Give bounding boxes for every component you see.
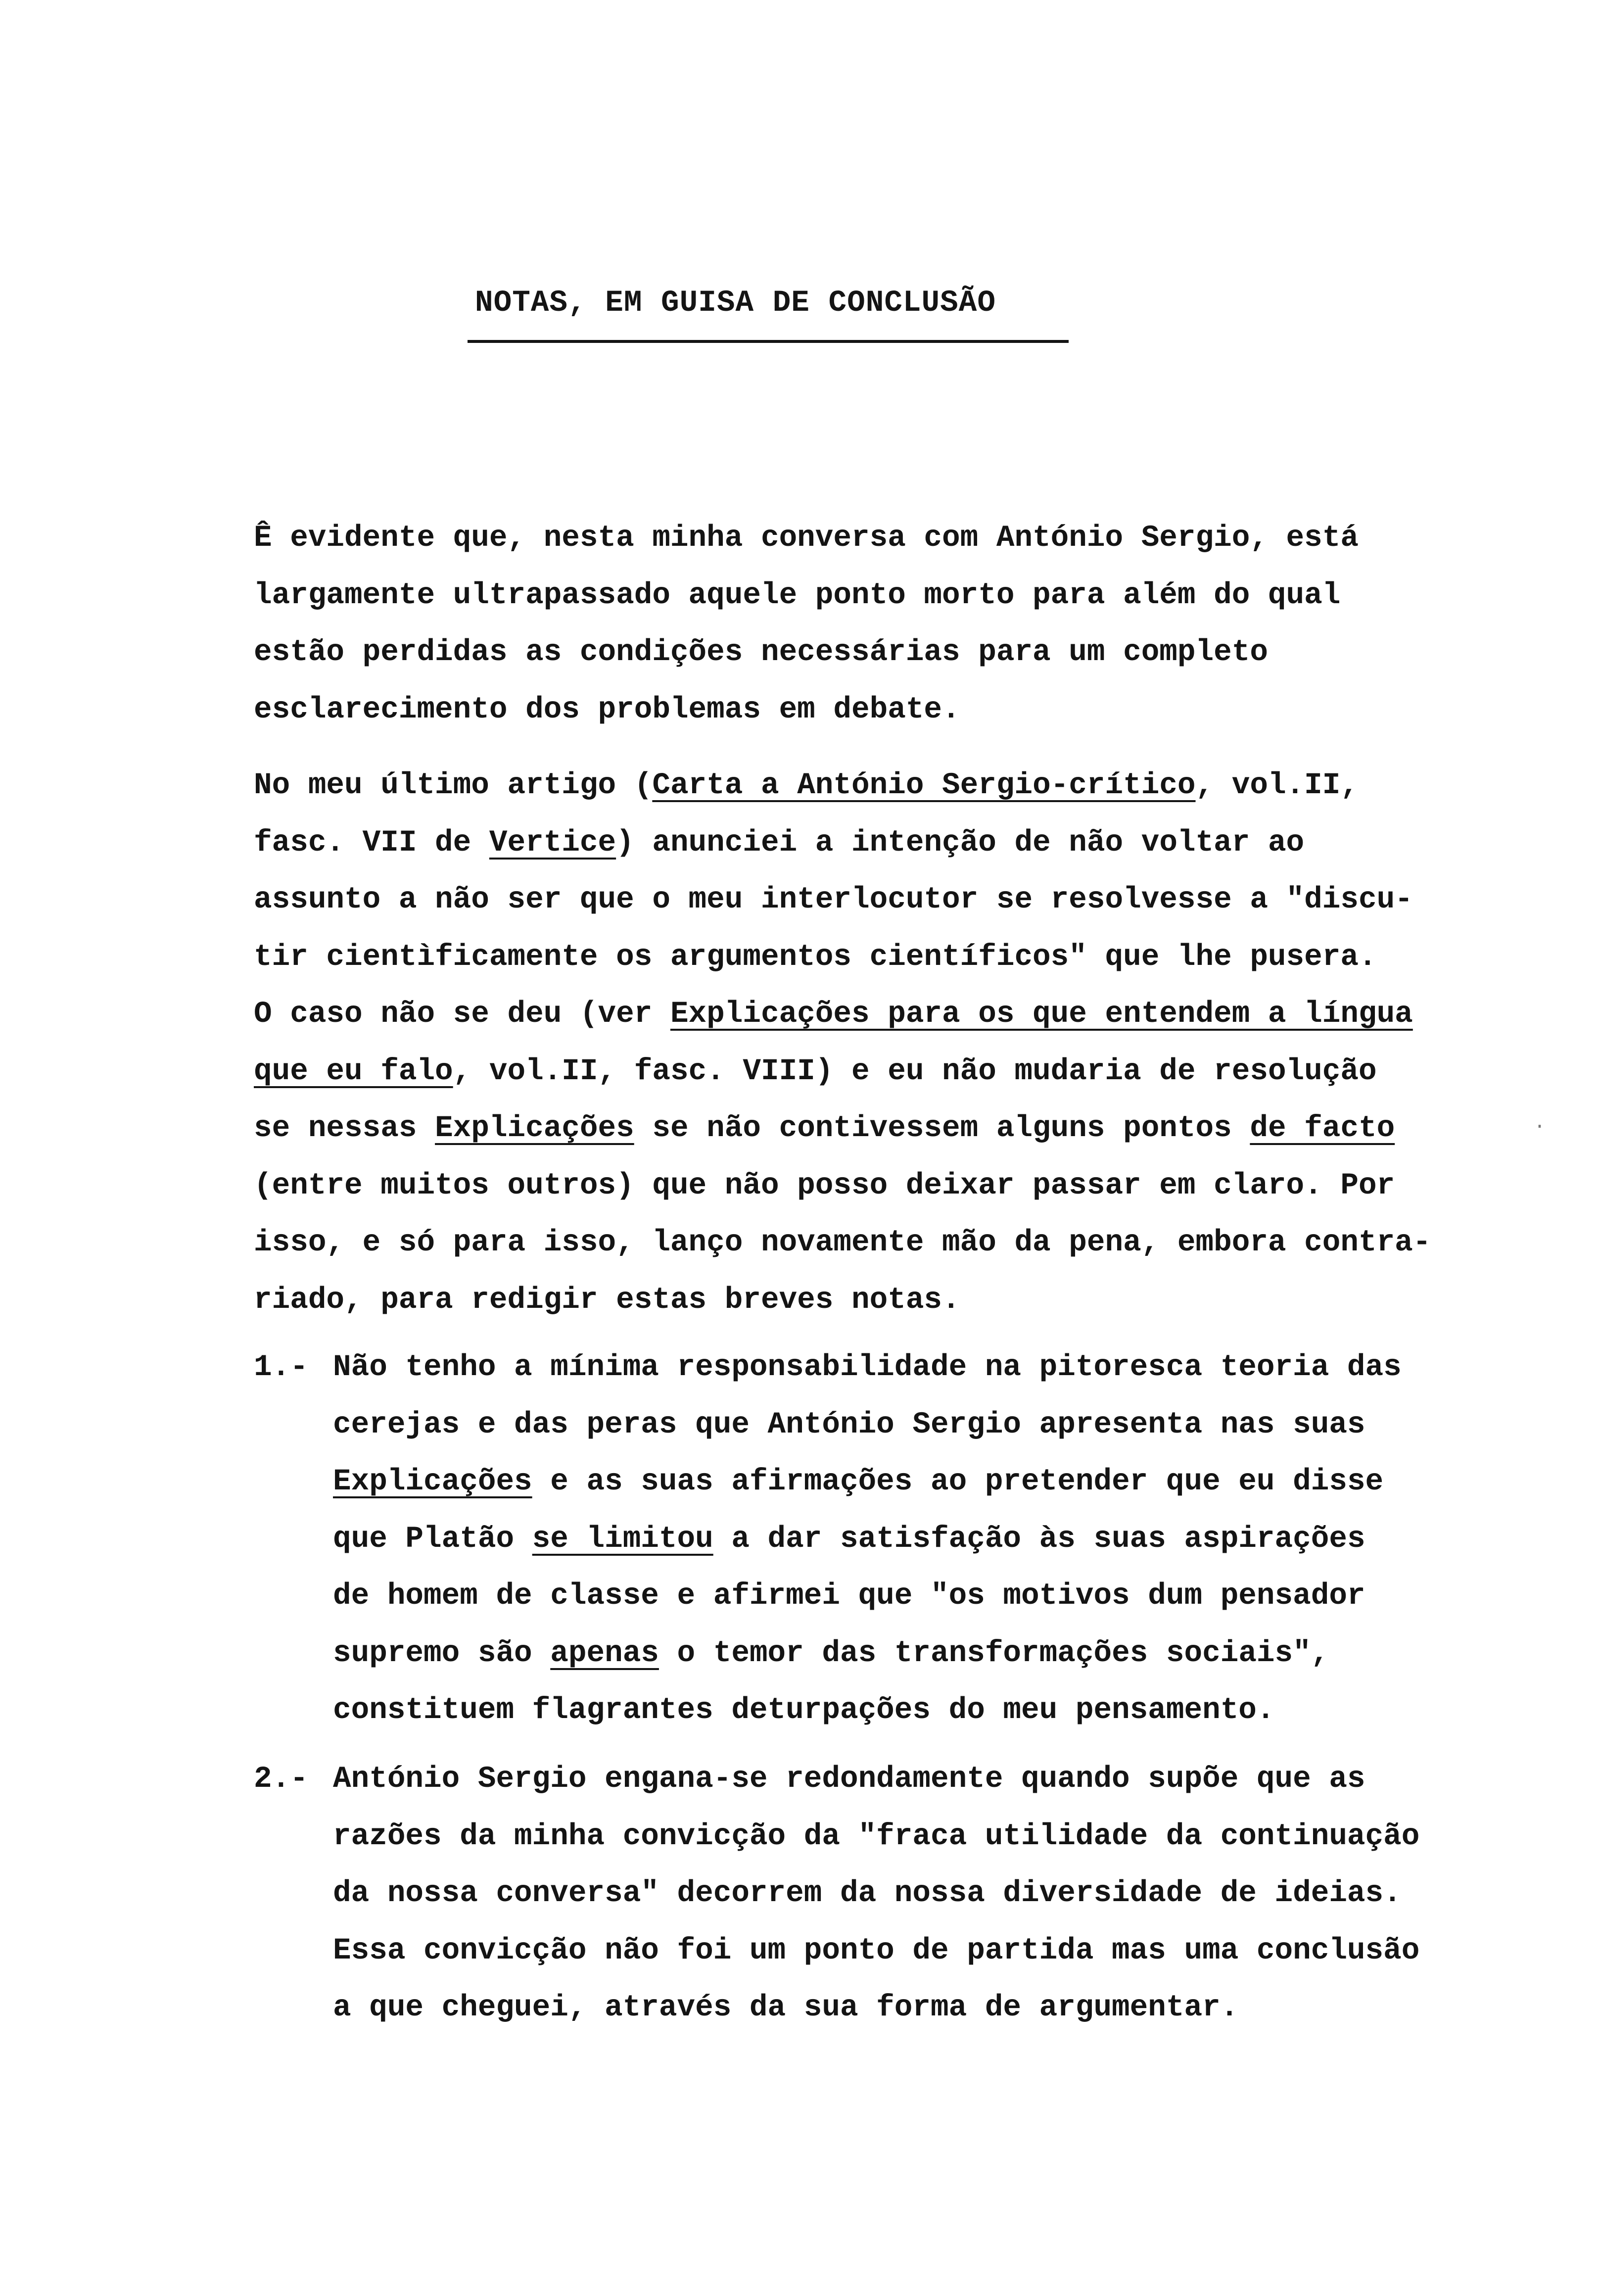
text-run: fasc. VII de: [254, 825, 489, 860]
item-number: 2.-: [254, 1762, 308, 1796]
text-line: assunto a não ser que o meu interlocutor se resolvesse a "discu-: [254, 883, 1413, 917]
text-run: No meu último artigo (: [254, 768, 653, 803]
underlined-title: Vertice: [489, 825, 616, 860]
text-run: O caso não se deu (ver: [254, 997, 670, 1031]
text-line: [254, 1751, 1599, 1808]
text-run: o temor das transformações sociais",: [658, 1636, 1329, 1671]
numbered-item-2: [254, 1751, 1599, 2037]
text-line: riado, para redigir estas breves notas.: [254, 1283, 960, 1317]
text-line: Essa convicção não foi um ponto de partida mas uma conclusão: [333, 1933, 1420, 1968]
underlined-title: Explicações: [333, 1465, 532, 1499]
text-line: estão perdidas as condições necessárias para um completo: [254, 635, 1268, 670]
paragraph-2: [254, 757, 1565, 1329]
text-line: constituem flagrantes deturpações do meu pensamento.: [333, 1693, 1275, 1727]
text-run: se nessas: [254, 1111, 435, 1146]
text-line: [254, 1100, 1565, 1157]
text-line: Ê evidente que, nesta minha conversa com António Sergio, está: [254, 521, 1359, 555]
item-number: 1.-: [254, 1350, 308, 1385]
text-line: a que cheguei, através da sua forma de argumentar.: [333, 1991, 1239, 2025]
text-line: [333, 1511, 1599, 1568]
page-title: NOTAS, EM GUISA DE CONCLUSÃO: [475, 286, 996, 320]
text-line: esclarecimento dos problemas em debate.: [254, 692, 960, 727]
text-line: cerejas e das peras que António Sergio apresenta nas suas: [333, 1407, 1365, 1442]
text-line: [254, 814, 1565, 872]
underlined-title: que eu falo: [254, 1054, 453, 1089]
underlined-phrase: apenas: [550, 1636, 659, 1671]
numbered-item-1: [254, 1339, 1599, 1739]
text-line: largamente ultrapassado aquele ponto morto para além do qual: [254, 578, 1341, 613]
paragraph-1: [254, 510, 1565, 738]
text-run: ) anunciei a intenção de não voltar ao: [616, 825, 1305, 860]
underlined-title: Explicações para os que entendem a língua: [670, 997, 1413, 1031]
underlined-title: Explicações: [435, 1111, 634, 1146]
text-line: razões da minha convicção da "fraca utilidade da continuação: [333, 1819, 1420, 1854]
underlined-title: Carta a António Sergio-crítico: [652, 768, 1196, 803]
text-line: de homem de classe e afirmei que "os motivos dum pensador: [333, 1579, 1365, 1613]
text-run: , vol.II, fasc. VIII) e eu não mudaria de resolução: [453, 1054, 1377, 1089]
text-line: [333, 1625, 1599, 1682]
text-run: António Sergio engana-se redondamente quando supõe que as: [333, 1762, 1365, 1796]
text-run: Não tenho a mínima responsabilidade na pitoresca teoria das: [333, 1350, 1402, 1385]
text-line: [254, 986, 1565, 1043]
underlined-phrase: se limitou: [532, 1522, 713, 1556]
text-line: [254, 1339, 1599, 1396]
text-line: (entre muitos outros) que não posso deixar passar em claro. Por: [254, 1168, 1395, 1203]
text-run: que Platão: [333, 1522, 532, 1556]
underlined-phrase: de facto: [1250, 1111, 1395, 1146]
text-line: [254, 757, 1565, 814]
text-line: [254, 1043, 1565, 1100]
margin-mark: ·: [1534, 1116, 1546, 1138]
text-line: tir cientìficamente os argumentos científicos" que lhe pusera.: [254, 940, 1377, 974]
text-run: se não contivessem alguns pontos: [634, 1111, 1250, 1146]
title-underline: [468, 340, 1069, 343]
text-line: [333, 1453, 1599, 1511]
text-run: , vol.II,: [1195, 768, 1359, 803]
text-line: isso, e só para isso, lanço novamente mão da pena, embora contra-: [254, 1226, 1431, 1260]
text-line: da nossa conversa" decorrem da nossa diversidade de ideias.: [333, 1876, 1402, 1911]
text-run: e as suas afirmações ao pretender que eu disse: [532, 1465, 1384, 1499]
text-run: a dar satisfação às suas aspirações: [713, 1522, 1365, 1556]
text-run: supremo são: [333, 1636, 551, 1671]
